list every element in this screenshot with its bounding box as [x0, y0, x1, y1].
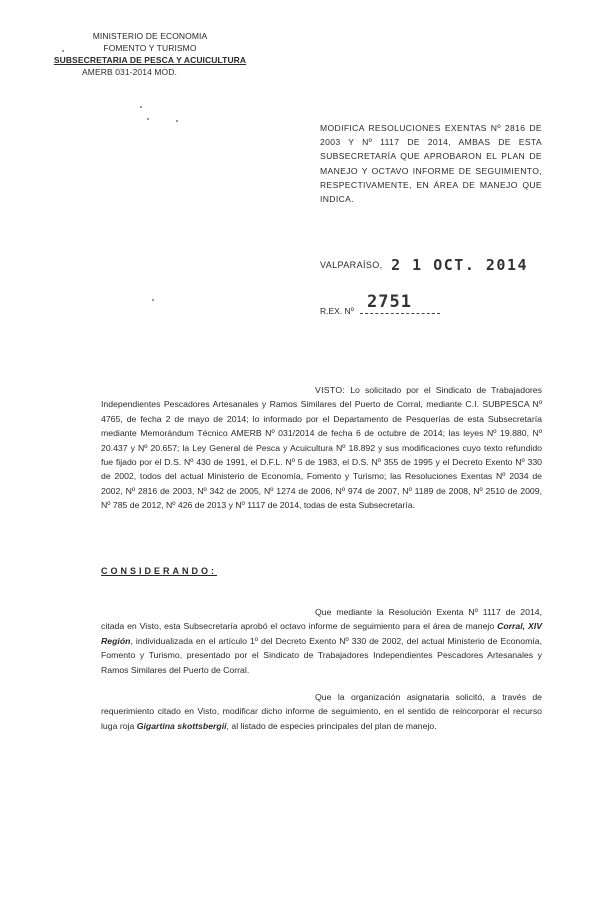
visto-paragraph [101, 383, 542, 513]
city-label: VALPARAÍSO, [320, 260, 383, 270]
letterhead [50, 30, 250, 78]
resolution-number: 2751 [367, 292, 412, 312]
date-line [320, 256, 528, 274]
considerando-heading: CONSIDERANDO: [101, 566, 218, 576]
scan-speck [147, 118, 149, 120]
scan-speck [176, 120, 178, 122]
scan-speck [62, 50, 64, 52]
subsecretariat-name: SUBSECRETARIA DE PESCA Y ACUICULTURA [53, 55, 247, 65]
visto-label: VISTO: [315, 385, 346, 395]
species-name: Gigartina skottsbergii [136, 720, 227, 731]
resolution-label: R.EX. Nº [320, 306, 354, 316]
resolution-number-line [320, 292, 440, 316]
visto-text: Lo solicitado por el Sindicato de Trabajadores Independientes Pescadores Artesanales y Ramos Similares del Puerto de Corral, mediante C.I. SUBPESCA Nº 4765, de fecha 2 de mayo de 2014; lo informado por el Departamento de Pesquerías de esta Subsecretaría mediante Memorándum Técnico AMERB Nº 031/2014 de fecha 6 de octubre de 2014; las leyes Nº 19.880, Nº 20.437 y Nº 20.657; la Ley General de Pesca y Acuicultura Nº 18.892 y sus modificaciones cuyo texto refundido fue fijado por el D.S. Nº 430 de 1991, el D.F.L. Nº 5 de 1983, el D.S. Nº 355 de 1995 y el Decreto Exento Nº 330 de 2002, todos del actual Ministerio de Economía, Fomento y Turismo; las Resoluciones Exentas Nº 2034 de 2002, Nº 2816 de 2003, Nº 342 de 2005, Nº 1274 de 2006, Nº 974 de 2007, Nº 1189 de 2008, Nº 2510 de 2009, Nº 785 de 2012, Nº 426 de 2013 y Nº 1117 de 2014, todas de esta Subsecretaría. [101, 385, 542, 511]
considerando-paragraph-1 [101, 605, 542, 677]
p2-text-c: , al listado de especies principales del plan de manejo. [226, 720, 437, 731]
date-stamp: 2 1 OCT. 2014 [391, 256, 529, 274]
ministry-name: MINISTERIO DE ECONOMIA [92, 31, 208, 41]
p1-text-c: , individualizada en el artículo 1º del Decreto Exento Nº 330 de 2002, del actual Ministerio de Economía, Fomento y Turismo, presentado por el Sindicato de Trabajadores Independientes Pescadores Artesanales y Ramos Similares del Puerto de Corral. [101, 635, 542, 675]
p1-text-a: Que mediante la Resolución Exenta Nº 1117 de 2014, citada en Visto, esta Subsecretaría aprobó el octavo informe de seguimiento para el área de manejo [101, 607, 542, 632]
p2-text-a: Que la organización asignataria solicitó, a través de requerimiento citado en Visto, modificar dicho informe de seguimiento, en el sentido de reincorporar el recurso luga roja [101, 692, 542, 731]
considerando-paragraph-2 [101, 690, 542, 733]
number-underline [360, 313, 440, 314]
resolution-subject: MODIFICA RESOLUCIONES EXENTAS Nº 2816 DE 2003 Y Nº 1117 DE 2014, AMBAS DE ESTA SUBSECRETARÍA QUE APROBARON EL PLAN DE MANEJO Y OCTAVO INFORME DE SEGUIMIENTO, RESPECTIVAMENTE, EN ÁREA DE MANEJO QUE INDICA. [320, 123, 542, 205]
area-name: Corral, XIV Región [101, 621, 542, 646]
scan-speck [152, 299, 154, 301]
internal-reference: AMERB 031-2014 MOD. [82, 67, 177, 77]
scan-speck [140, 106, 142, 108]
ministry-subname: FOMENTO Y TURISMO [103, 43, 197, 53]
